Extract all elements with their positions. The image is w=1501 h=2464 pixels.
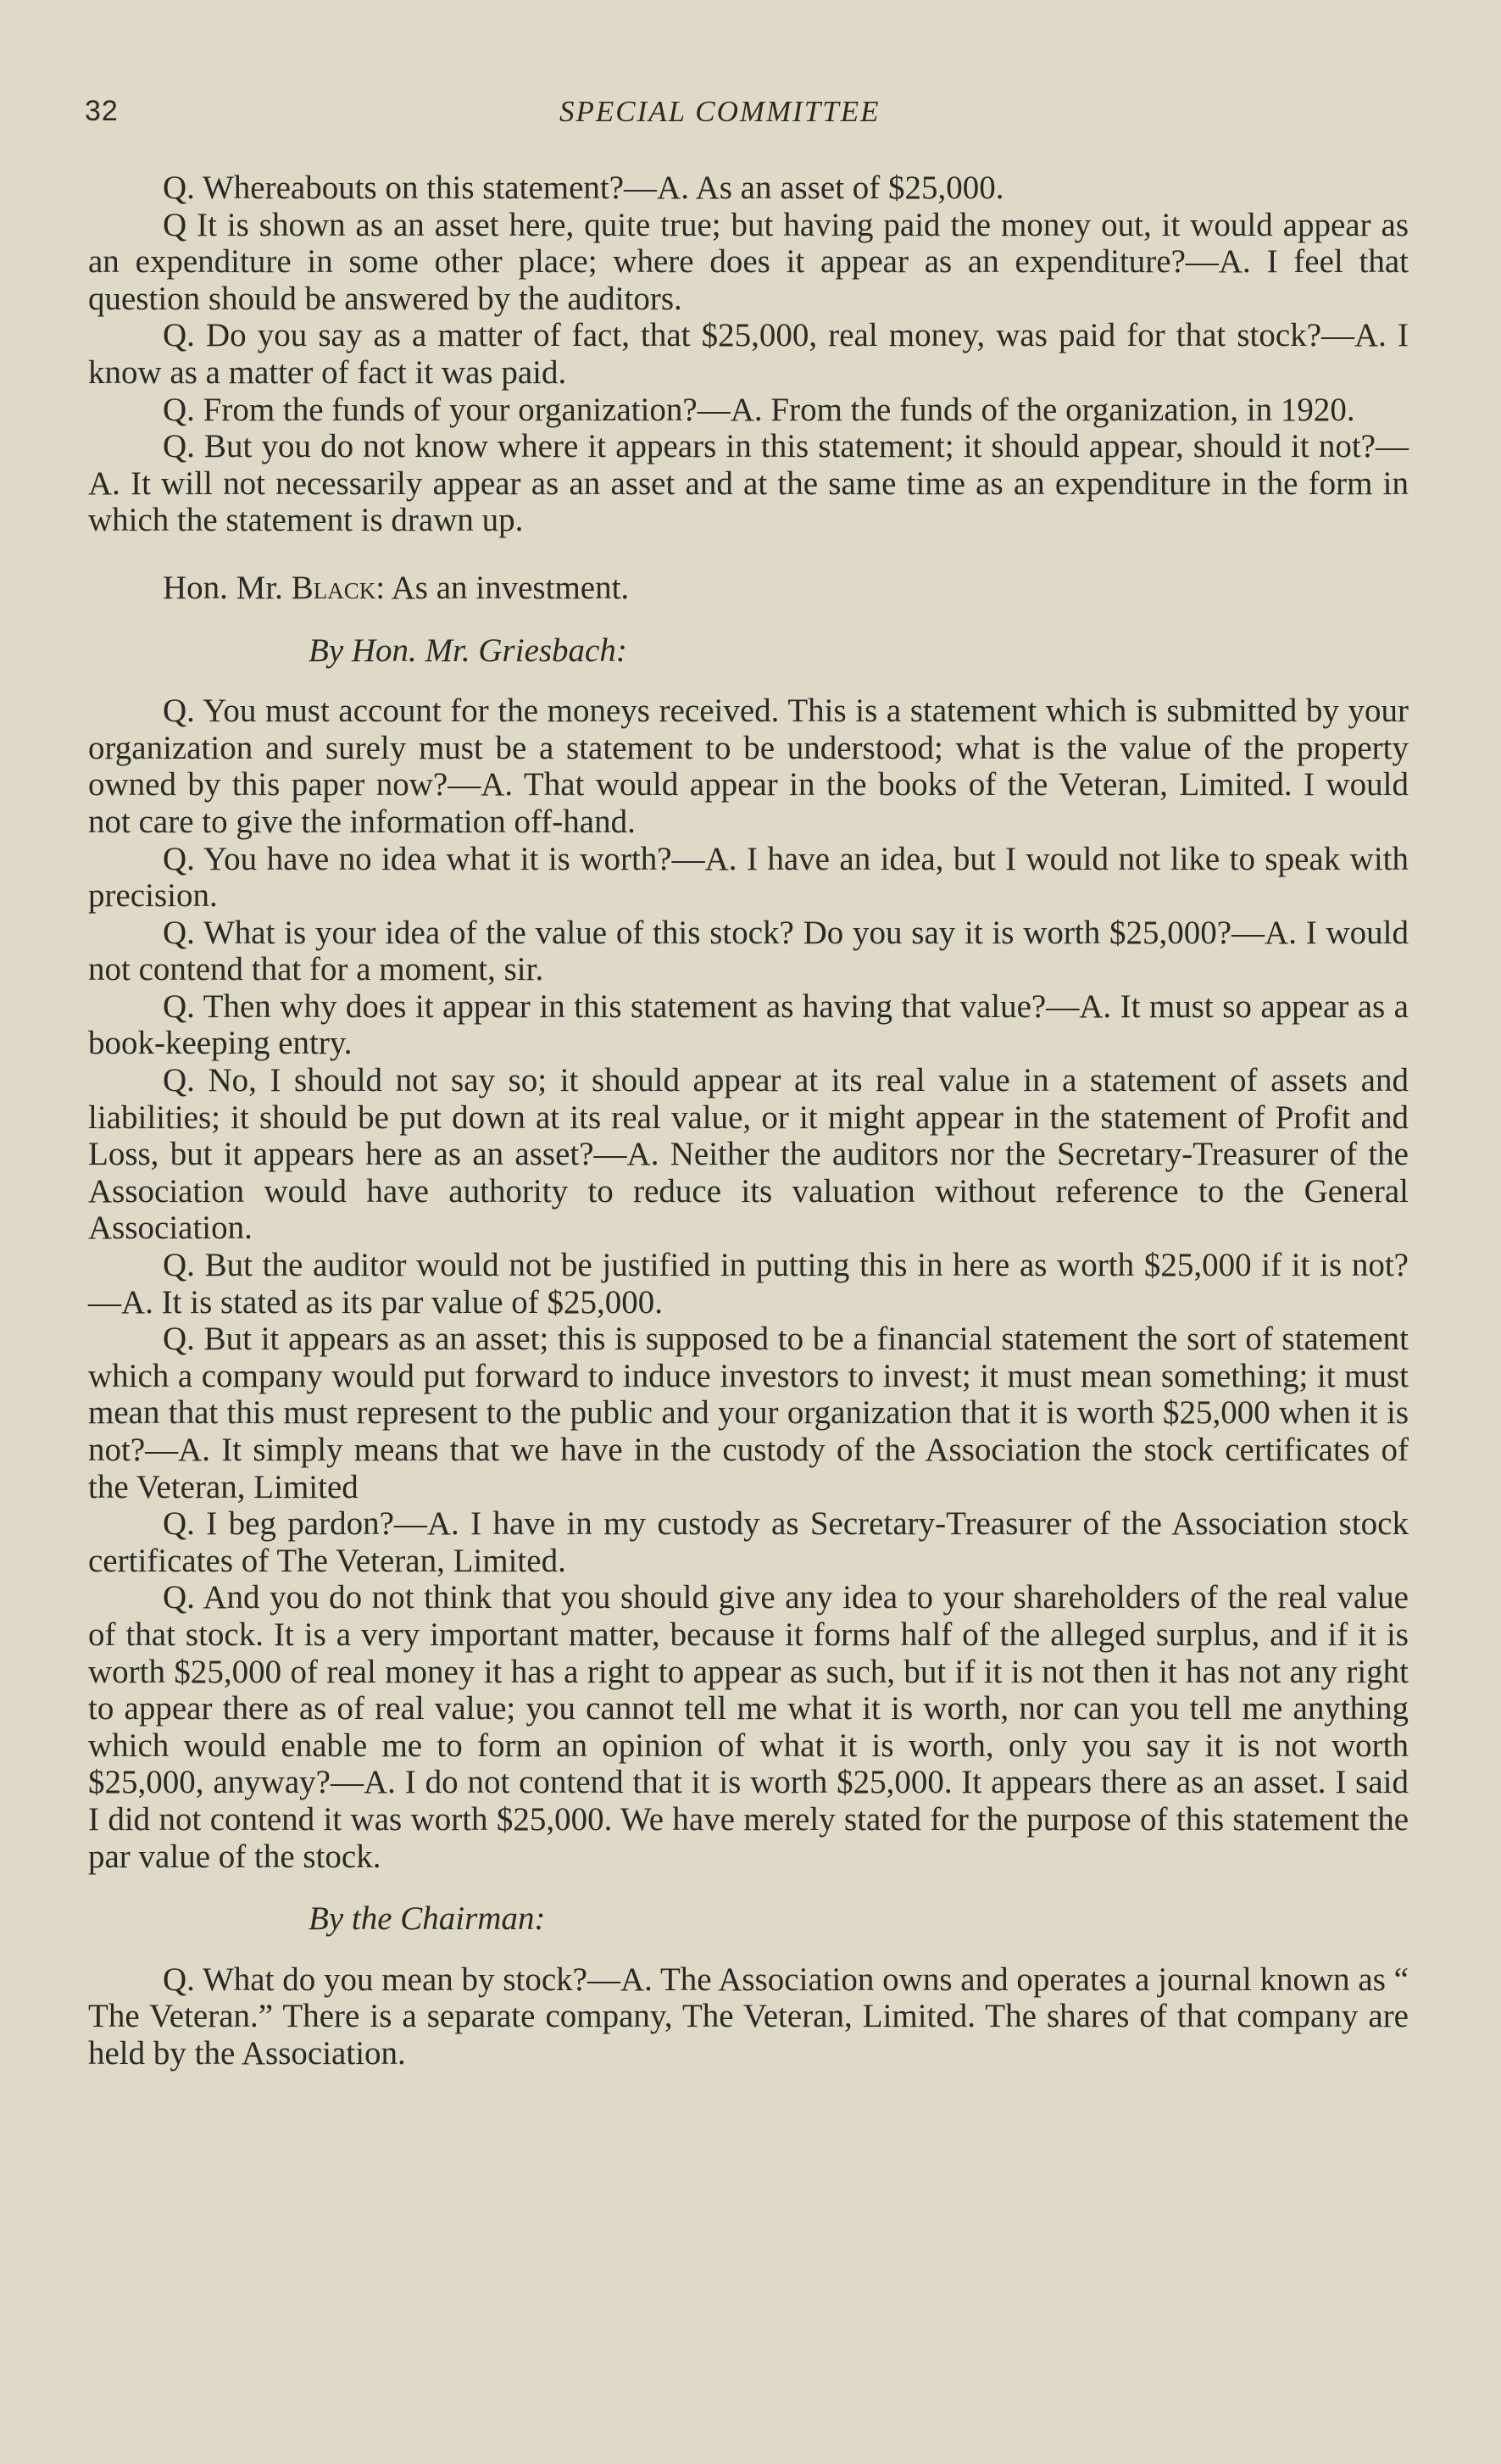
spacer [88, 539, 1409, 570]
spacer [88, 669, 1409, 692]
page-header [85, 95, 1407, 137]
paragraph: Q. I beg pardon?—A. I have in my custody as Secretary-Treasurer of the Association stock certificates of The Veteran, Limited. [88, 1505, 1409, 1579]
paragraph: Q. What do you mean by stock?—A. The Association owns and operates a journal known as “ The Veteran.” There is a separate company, The Veteran, Limited. The shares of that company are held by the Association. [88, 1961, 1409, 2072]
examiner-byline: By Hon. Mr. Griesbach: [309, 631, 627, 669]
paragraph: Q. Then why does it appear in this statement as having that value?—A. It must so appear as a book-keeping entry. [88, 987, 1409, 1062]
paragraph: Q. What is your idea of the value of this stock? Do you say it is worth $25,000?—A. I would not contend that for a moment, sir. [88, 914, 1409, 988]
speaker-line [88, 570, 1409, 607]
spacer [88, 607, 1409, 632]
paragraph: Q. Do you say as a matter of fact, that $25,000, real money, was paid for that stock?—A. I know as a matter of fact it was paid. [88, 317, 1409, 391]
chairman-byline: By the Chairman: [309, 1900, 546, 1938]
body-text [88, 170, 1409, 2072]
paragraph: Q. From the funds of your organization?—A. From the funds of the organization, in 1920. [163, 391, 1355, 428]
paragraph: Q. Whereabouts on this statement?—A. As an asset of $25,000. [163, 170, 1004, 206]
page-number: 32 [85, 95, 119, 127]
paragraph: Q. But you do not know where it appears in this statement; it should appear, should it not?—A. It will not necessarily appear as an asset and at the same time as an expenditure in the form in which the statement is drawn up. [88, 428, 1409, 539]
speaker-text: : As an investment. [375, 569, 630, 606]
paragraph: Q. And you do not think that you should give any idea to your shareholders of the real value of that stock. It is a very important matter, because it forms half of the alleged surplus, and if it is worth $25,000 of real money it has a right to appear as such, but if it is not then it has not any right to appear there as of real value; you cannot tell me what it is worth, nor can you tell me anything which would enable me to form an opinion of what it is worth, only you say it is not worth $25,000, anyway?—A. I do not contend that it is worth $25,000. It appears there as an asset. I said I did not contend it was worth $25,000. We have merely stated for the purpose of this statement the par value of the stock. [88, 1579, 1409, 1875]
paragraph: Q. But the auditor would not be justified in putting this in here as worth $25,000 if it is not?—A. It is stated as its par value of $25,000. [88, 1247, 1409, 1321]
paragraph: Q. No, I should not say so; it should appear at its real value in a statement of assets and liabilities; it should be put down at its real value, or it might appear in the statement of Profit and Loss, but it appears here as an asset?—A. Neither the auditors nor the Secretary-Treasurer of the Association would have authority to reduce its valuation without reference to the General Association. [88, 1062, 1409, 1247]
paragraph: Q. But it appears as an asset; this is supposed to be a financial statement the sort of statement which a company would put forward to induce investors to invest; it must mean something; it must mean that this must represent to the public and your organization that it is worth $25,000 when it is not?—A. It simply means that we have in the custody of the Association the stock certificates of the Veteran, Limited [88, 1321, 1409, 1505]
spacer [88, 1875, 1409, 1900]
running-head: SPECIAL COMMITTEE [559, 95, 881, 128]
speaker-name: Black [291, 569, 376, 606]
spacer [88, 1938, 1409, 1961]
paragraph: Q. You must account for the moneys received. This is a statement which is submitted by your organization and surely must be a statement to be understood; what is the value of the property owned by this paper now?—A. That would appear in the books of the Veteran, Limited. I would not care to give the information off-hand. [88, 692, 1409, 840]
paragraph: Q It is shown as an asset here, quite true; but having paid the money out, it would appear as an expenditure in some other place; where does it appear as an expenditure?—A. I feel that question should be answered by the auditors. [88, 206, 1409, 317]
paragraph: Q. You have no idea what it is worth?—A. I have an idea, but I would not like to speak with precision. [88, 840, 1409, 915]
speaker-prefix: Hon. Mr. [163, 569, 292, 606]
